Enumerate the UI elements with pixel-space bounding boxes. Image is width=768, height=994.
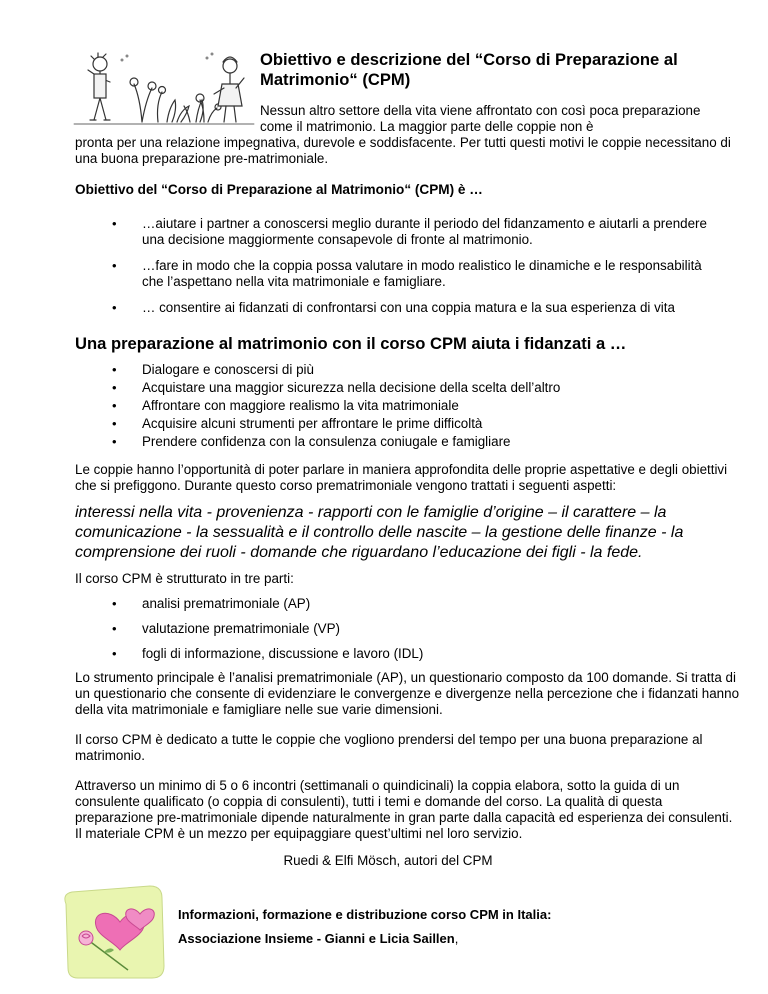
list-item: • analisi prematrimoniale (AP): [75, 596, 715, 612]
authors-signature: Ruedi & Elfi Mösch, autori del CPM: [283, 853, 493, 868]
objective-heading: Obiettivo del “Corso di Preparazione al Matrimonio“ (CPM) è …: [75, 182, 483, 197]
intro-paragraph-start: Nessun altro settore della vita viene affrontato con così poca preparazione come il matrimonio. La maggior parte delle coppie non è: [260, 103, 701, 134]
list-item: • Dialogare e conoscersi di più: [75, 362, 715, 378]
list-item: • Acquistare una maggior sicurezza nella decisione della scelta dell’altro: [75, 380, 715, 396]
list-item: • Affrontare con maggiore realismo la vita matrimoniale: [75, 398, 715, 414]
structure-intro: Il corso CPM è strutturato in tre parti:: [75, 571, 294, 586]
intro-paragraph-end: pronta per una relazione impegnativa, durevole e soddisfacente. Per tutti questi motivi le coppie necessitano di una buona preparazione pre-matrimoniale.: [75, 135, 731, 166]
couple-with-flowers-illustration: [72, 48, 256, 128]
list-item: • valutazione prematrimoniale (VP): [75, 621, 715, 637]
page-title: Obiettivo e descrizione del “Corso di Preparazione al Matrimonio“ (CPM): [260, 50, 678, 89]
benefits-list: [75, 362, 715, 452]
list-item: • Acquisire alcuni strumenti per affrontare le prime difficoltà: [75, 416, 715, 432]
association-suffix: ,: [454, 931, 459, 946]
association-name: Associazione Insieme - Gianni e Licia Saillen: [178, 931, 455, 946]
list-item: • Prendere confidenza con la consulenza coniugale e famigliare: [75, 434, 715, 450]
topics-intro: Le coppie hanno l’opportunità di poter parlare in maniera approfondita delle proprie aspettative e degli obiettivi che si prefiggono. Durante questo corso prematrimoniale vengono trattati i seguenti aspetti:: [75, 462, 728, 493]
list-item: • …fare in modo che la coppia possa valutare in modo realistico le dinamiche e le responsabilità che l’aspettano nella vita matrimoniale e famigliare.: [75, 258, 715, 290]
benefits-heading: Una preparazione al matrimonio con il corso CPM aiuta i fidanzati a …: [75, 334, 627, 353]
list-item: • fogli di informazione, discussione e lavoro (IDL): [75, 646, 715, 662]
association-contact: [178, 931, 458, 947]
meetings-paragraph: Attraverso un minimo di 5 o 6 incontri (settimanali o quindicinali) la coppia elabora, sotto la guida di un consulente qualificato (o coppia di consulenti), tutti i temi e domande del corso. La qualità di questa preparazione pre-matrimoniale dipende naturalmente in gran parte dalla capacità ed esperienza dei consulenti. Il materiale CPM è un mezzo per equipaggiare quest’ultimi nel loro servizio.: [75, 778, 733, 841]
structure-list: [75, 596, 715, 671]
list-item: • …aiutare i partner a conoscersi meglio durante il periodo del fidanzamento e aiutarli a prendere una decisione maggiormente consapevole di fronte al matrimonio.: [75, 216, 715, 248]
main-tool-paragraph: Lo strumento principale è l’analisi prematrimoniale (AP), un questionario composto da 100 domande. Si tratta di un questionario che consente di evidenziare le convergenze e divergenze nella percezione che i fidanzati hanno della vita matrimoniale e famigliare nelle sue varie dimensioni.: [75, 670, 740, 717]
info-heading: Informazioni, formazione e distribuzione corso CPM in Italia:: [178, 907, 552, 922]
objective-list: [75, 216, 715, 326]
list-item: • … consentire ai fidanzati di confrontarsi con una coppia matura e la sua esperienza di vita: [75, 300, 715, 316]
audience-paragraph: Il corso CPM è dedicato a tutte le coppie che vogliono prendersi del tempo per una buona preparazione al matrimonio.: [75, 732, 703, 763]
topics-list: interessi nella vita - provenienza - rapporti con le famiglie d’origine – il carattere – la comunicazione - la sessualità e il controllo delle nascite – la gestione delle finanze - la comprensione dei ruoli - domande che riguardano l’educazione dei figli - la fede.: [75, 504, 684, 561]
hearts-and-rose-card-illustration: [58, 882, 168, 982]
